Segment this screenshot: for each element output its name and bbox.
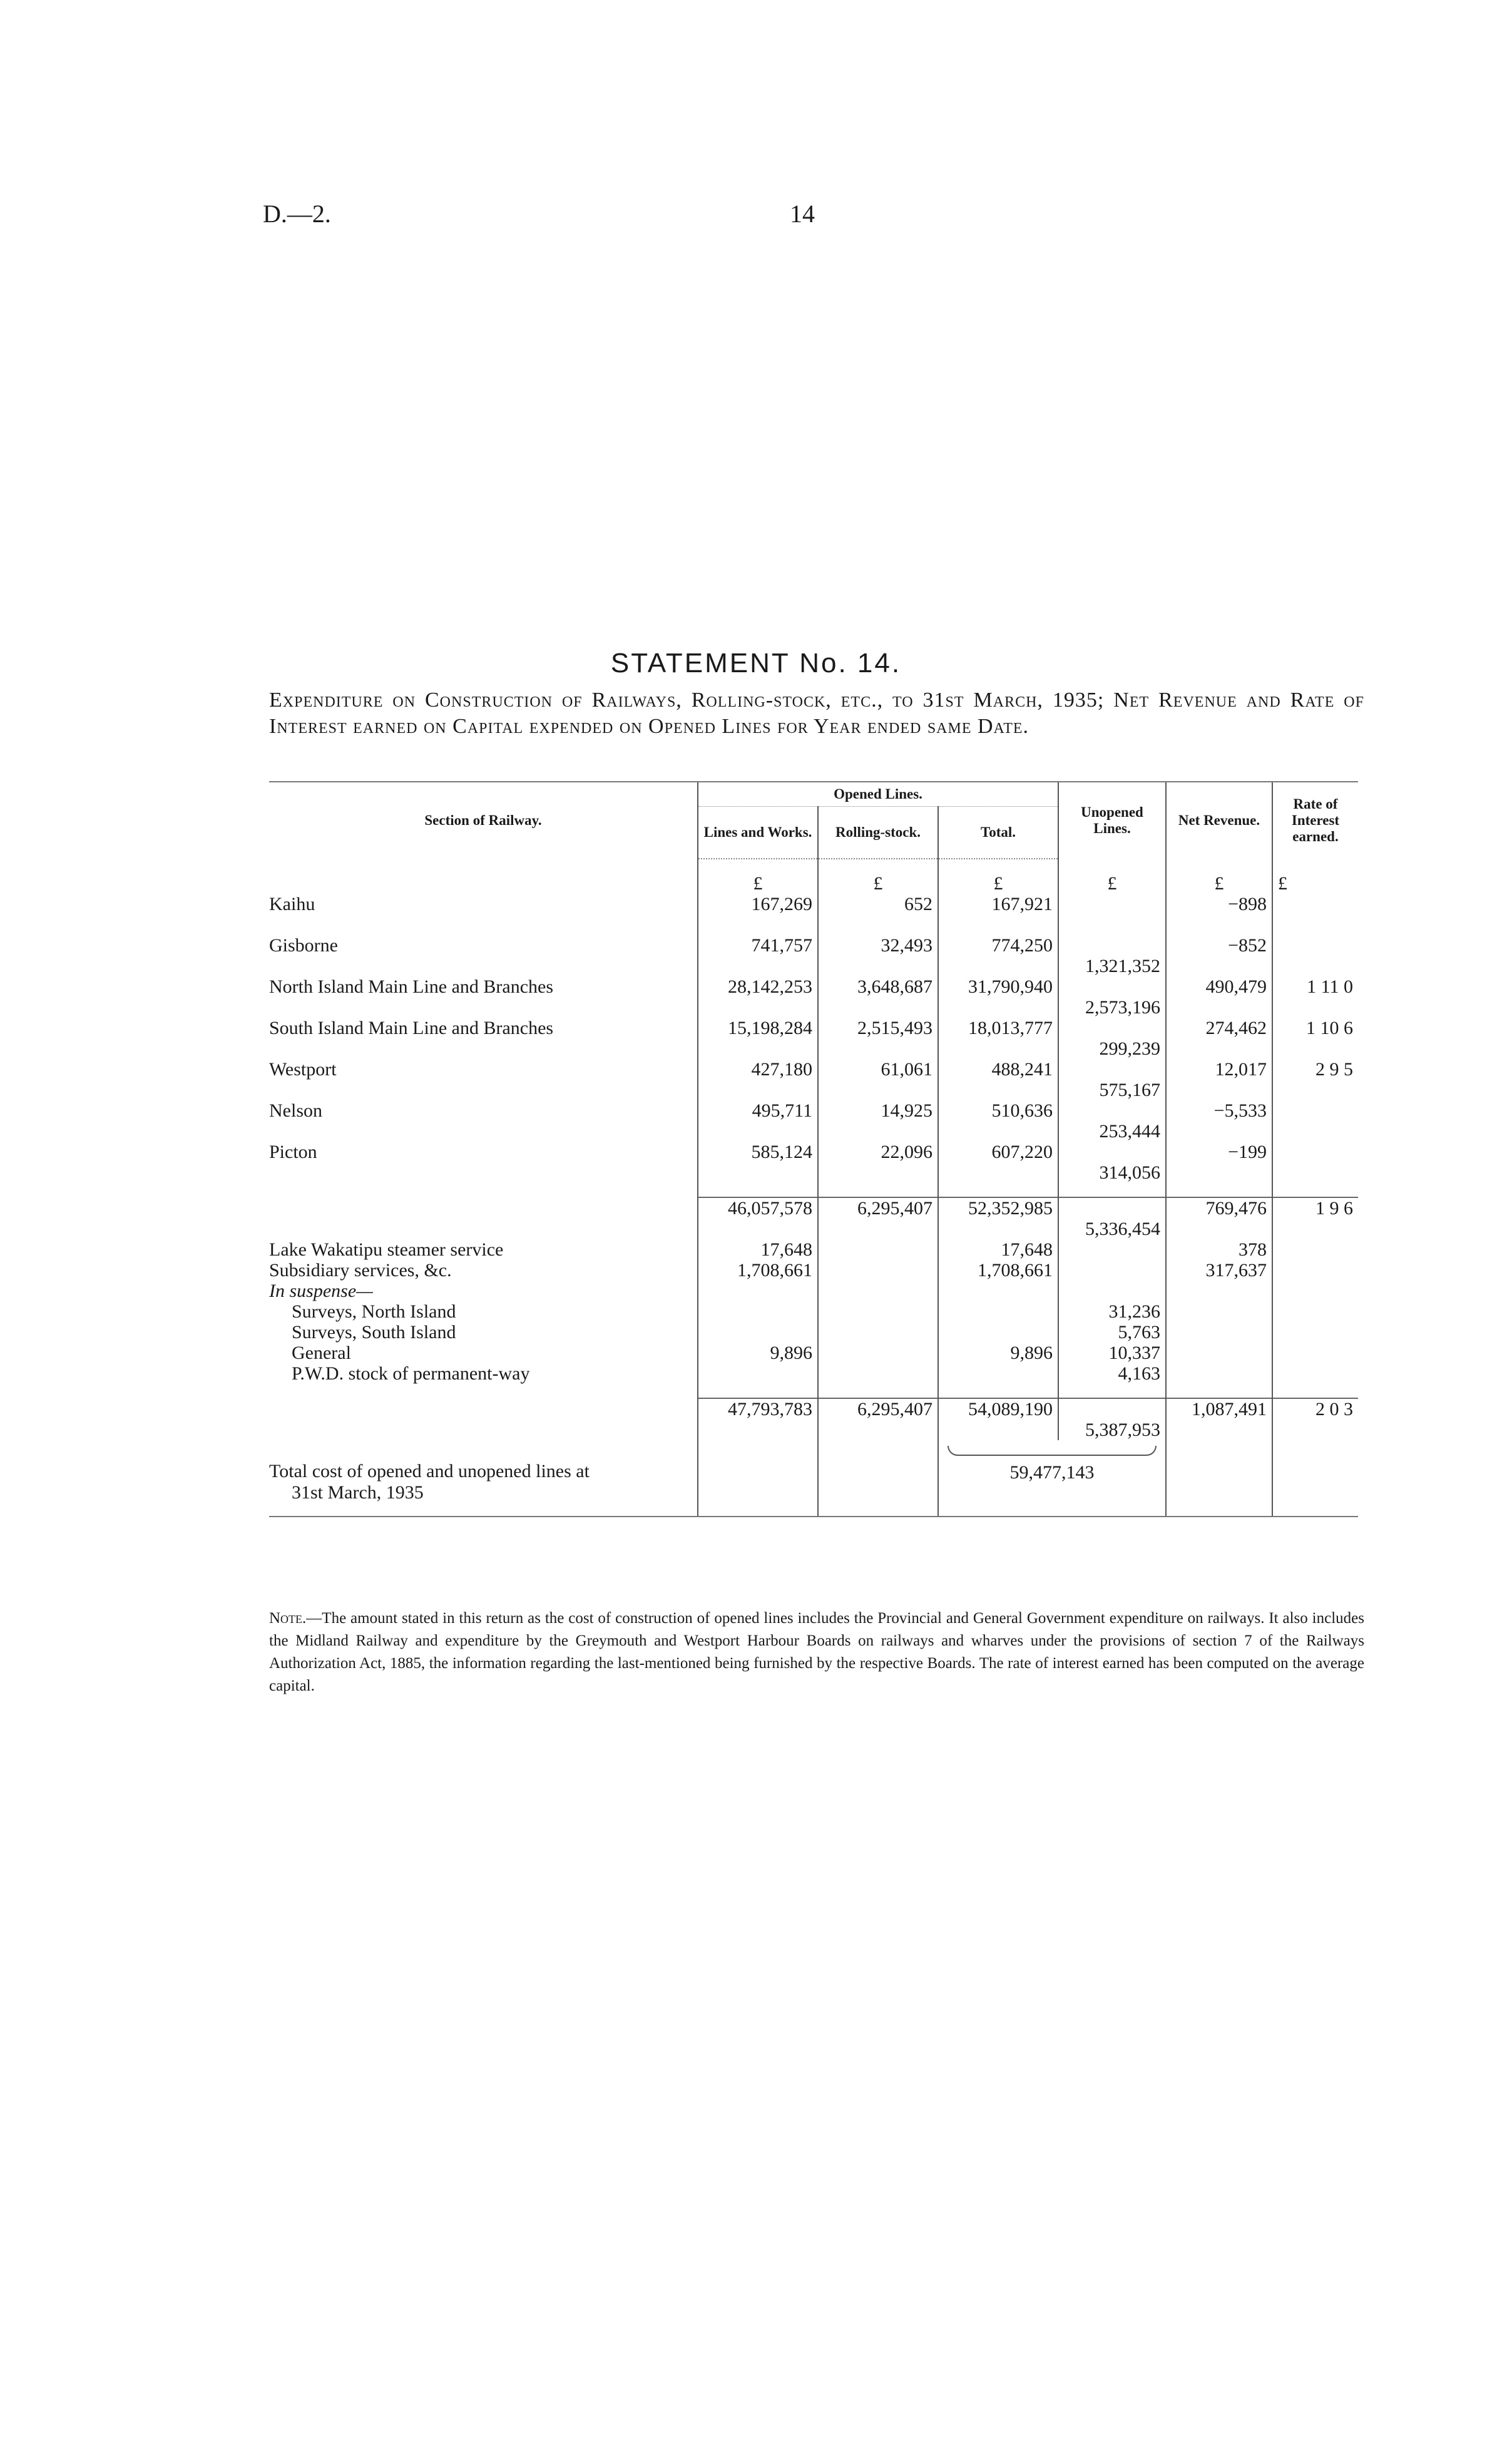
- unopened-cell: 253,444: [1058, 1121, 1166, 1142]
- total-cost-label: Total cost of opened and unopened lines at: [269, 1461, 590, 1481]
- header-opened-lines: Opened Lines.: [698, 782, 1058, 807]
- row-label: South Island Main Line and Branches: [269, 1018, 554, 1038]
- rolling-stock-cell: 652: [818, 894, 938, 914]
- rate-cell: [1272, 1100, 1358, 1121]
- rolling-stock-cell: 61,061: [818, 1059, 938, 1080]
- header-lines-and-works: Lines and Works.: [698, 807, 818, 859]
- total-cell: 488,241: [938, 1059, 1058, 1080]
- net-revenue-cell: −199: [1166, 1142, 1272, 1162]
- row-label: Kaihu: [269, 894, 315, 914]
- table-row: [269, 935, 1358, 956]
- table-row: [269, 914, 1358, 935]
- unopened-cell: [1058, 1059, 1166, 1080]
- row-label: P.W.D. stock of permanent-way: [292, 1363, 530, 1384]
- unopened-cell: 4,163: [1058, 1363, 1166, 1384]
- lines-works-cell: 741,757: [698, 935, 818, 956]
- grand-rate: 2 0 3: [1272, 1398, 1358, 1420]
- rolling-stock-cell: 14,925: [818, 1100, 938, 1121]
- subtotal-lines-works: 46,057,578: [698, 1197, 818, 1219]
- table-note: [269, 1607, 1364, 1697]
- currency-mark: £: [938, 873, 1058, 894]
- row-label: Westport: [269, 1059, 337, 1080]
- table-row: [269, 1100, 1358, 1121]
- total-cell: 9,896: [938, 1343, 1058, 1363]
- page-number: 14: [790, 200, 815, 228]
- suspense-heading: In suspense—: [269, 1281, 373, 1301]
- header-rolling-stock: Rolling-stock.: [818, 807, 938, 859]
- header-net-revenue: Net Revenue.: [1166, 782, 1272, 859]
- brace-row: [269, 1440, 1358, 1461]
- grand-rolling-stock: 6,295,407: [818, 1398, 938, 1420]
- unopened-cell: [1058, 1018, 1166, 1038]
- grand-unopened: 5,387,953: [1058, 1420, 1166, 1440]
- rate-cell: 1 11 0: [1272, 976, 1358, 997]
- grand-total: 54,089,190: [938, 1398, 1058, 1420]
- table-row: [269, 1363, 1358, 1384]
- table-row: [269, 997, 1358, 1018]
- unopened-cell: 314,056: [1058, 1162, 1166, 1183]
- lines-works-cell: 167,269: [698, 894, 818, 914]
- net-revenue-cell: 274,462: [1166, 1018, 1272, 1038]
- note-text: —The amount stated in this return as the cost of construction of opened lines includes the Provincial and General Government expenditure on railways. It also includes the Midland Railway and expenditure by the Greymouth and Westport Harbour Boards on railways and wharves under the provisions of section 7 of the Railways Authorization Act, 1885, the information regarding the last-mentioned being furnished by the respective Boards. The rate of interest earned has been computed on the average capital.: [269, 1610, 1364, 1694]
- table-row: [269, 1343, 1358, 1363]
- net-revenue-cell: 378: [1166, 1239, 1272, 1260]
- table-row: [269, 1080, 1358, 1100]
- page-reference: D.—2.: [263, 200, 331, 228]
- lines-works-cell: 585,124: [698, 1142, 818, 1162]
- table-row: [269, 1162, 1358, 1183]
- rate-cell: [1272, 935, 1358, 956]
- table-row: [269, 956, 1358, 976]
- subtotal-net-revenue: 769,476: [1166, 1197, 1272, 1219]
- unopened-cell: [1058, 1142, 1166, 1162]
- currency-mark: £: [818, 873, 938, 894]
- grand-total-row: [269, 1398, 1358, 1420]
- unopened-cell: 10,337: [1058, 1343, 1166, 1363]
- total-cell: 167,921: [938, 894, 1058, 914]
- header-rate-of-interest: Rate of Interest earned.: [1272, 782, 1358, 859]
- table-row: [269, 1059, 1358, 1080]
- note-lead: Note.: [269, 1610, 307, 1627]
- total-cell: 1,708,661: [938, 1260, 1058, 1281]
- lines-works-cell: 495,711: [698, 1100, 818, 1121]
- total-cell: 510,636: [938, 1100, 1058, 1121]
- rate-cell: 2 9 5: [1272, 1059, 1358, 1080]
- unopened-cell: 31,236: [1058, 1301, 1166, 1322]
- subtotal-row: [269, 1197, 1358, 1219]
- total-brace: [948, 1446, 1157, 1456]
- net-revenue-cell: −5,533: [1166, 1100, 1272, 1121]
- total-cost-row: [269, 1461, 1358, 1517]
- currency-mark: £: [698, 873, 818, 894]
- total-cost-label-date: 31st March, 1935: [292, 1482, 424, 1503]
- grand-net-revenue: 1,087,491: [1166, 1398, 1272, 1420]
- unopened-cell: 299,239: [1058, 1038, 1166, 1059]
- total-cell: 607,220: [938, 1142, 1058, 1162]
- table-row: [269, 1420, 1358, 1440]
- lines-works-cell: 1,708,661: [698, 1260, 818, 1281]
- table-row: [269, 1260, 1358, 1281]
- row-label: Lake Wakatipu steamer service: [269, 1239, 504, 1260]
- table-row: [269, 894, 1358, 914]
- total-cell: 31,790,940: [938, 976, 1058, 997]
- currency-row: [269, 873, 1358, 894]
- statement-title: STATEMENT No. 14.: [610, 648, 902, 678]
- net-revenue-cell: 490,479: [1166, 976, 1272, 997]
- row-label: Surveys, South Island: [292, 1322, 456, 1343]
- grand-lines-works: 47,793,783: [698, 1398, 818, 1420]
- table-row: [269, 1219, 1358, 1239]
- lines-works-cell: 28,142,253: [698, 976, 818, 997]
- header-total: Total.: [938, 807, 1058, 859]
- net-revenue-cell: −898: [1166, 894, 1272, 914]
- rate-cell: [1272, 894, 1358, 914]
- rate-cell: 1 10 6: [1272, 1018, 1358, 1038]
- table-row: [269, 1281, 1358, 1301]
- unopened-cell: 2,573,196: [1058, 997, 1166, 1018]
- subtotal-rate: 1 9 6: [1272, 1197, 1358, 1219]
- rolling-stock-cell: 32,493: [818, 935, 938, 956]
- rolling-stock-cell: 2,515,493: [818, 1018, 938, 1038]
- total-cell: 18,013,777: [938, 1018, 1058, 1038]
- row-label: Picton: [269, 1142, 317, 1162]
- row-label: Nelson: [269, 1100, 322, 1121]
- railway-expenditure-table: [269, 781, 1358, 1517]
- table-row: [269, 1142, 1358, 1162]
- currency-mark: £: [1166, 873, 1272, 894]
- currency-mark: £: [1272, 873, 1358, 894]
- row-label: Subsidiary services, &c.: [269, 1260, 452, 1281]
- net-revenue-cell: 317,637: [1166, 1260, 1272, 1281]
- table-row: [269, 1301, 1358, 1322]
- row-label: Gisborne: [269, 935, 338, 956]
- lines-works-cell: 9,896: [698, 1343, 818, 1363]
- lines-works-cell: 15,198,284: [698, 1018, 818, 1038]
- row-label: North Island Main Line and Branches: [269, 976, 554, 997]
- table-row: [269, 976, 1358, 997]
- unopened-cell: [1058, 976, 1166, 997]
- table-row: [269, 1038, 1358, 1059]
- total-cell: 774,250: [938, 935, 1058, 956]
- currency-mark: £: [1058, 873, 1166, 894]
- header-section: Section of Railway.: [269, 782, 698, 859]
- lines-works-cell: 17,648: [698, 1239, 818, 1260]
- subtotal-rolling-stock: 6,295,407: [818, 1197, 938, 1219]
- unopened-cell: [1058, 894, 1166, 914]
- unopened-cell: [1058, 1100, 1166, 1121]
- table-row: [269, 1121, 1358, 1142]
- unopened-cell: [1058, 935, 1166, 956]
- row-label: General: [292, 1343, 351, 1363]
- header-unopened-lines: Unopened Lines.: [1058, 782, 1166, 859]
- row-label: Surveys, North Island: [292, 1301, 456, 1322]
- table-row: [269, 1322, 1358, 1343]
- subtotal-unopened: 5,336,454: [1058, 1219, 1166, 1239]
- table-row: [269, 1018, 1358, 1038]
- net-revenue-cell: −852: [1166, 935, 1272, 956]
- rolling-stock-cell: 3,648,687: [818, 976, 938, 997]
- lines-works-cell: 427,180: [698, 1059, 818, 1080]
- unopened-cell: 575,167: [1058, 1080, 1166, 1100]
- table-row: [269, 1239, 1358, 1260]
- total-cell: 17,648: [938, 1239, 1058, 1260]
- rolling-stock-cell: 22,096: [818, 1142, 938, 1162]
- unopened-cell: 1,321,352: [1058, 956, 1166, 976]
- net-revenue-cell: 12,017: [1166, 1059, 1272, 1080]
- subtotal-total: 52,352,985: [938, 1197, 1058, 1219]
- statement-subtitle: Expenditure on Construction of Railways, Rolling-stock, etc., to 31st March, 1935; Net Revenue and Rate of Interest earned on Capital expended on Opened Lines for Year ended same Date.: [269, 688, 1364, 738]
- total-cost-value: 59,477,143: [938, 1461, 1166, 1517]
- unopened-cell: 5,763: [1058, 1322, 1166, 1343]
- rate-cell: [1272, 1142, 1358, 1162]
